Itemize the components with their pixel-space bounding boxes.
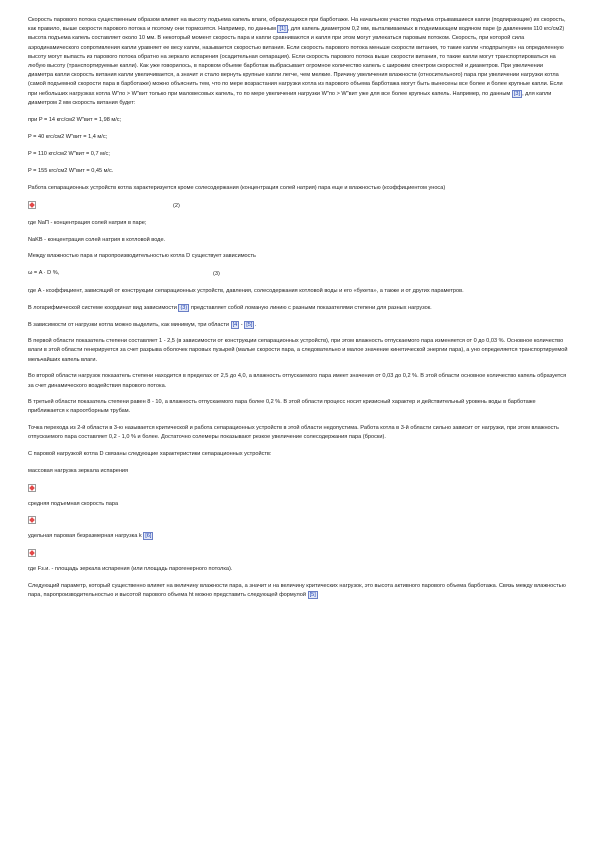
equation-number: (3) [213,271,220,278]
definition-nakv: NaKB - концентрация солей натрия в котловой воде. [28,236,166,243]
broken-image-icon [28,516,36,524]
regions-period: . [254,321,257,328]
reference-link-5b[interactable]: [5] [309,591,316,598]
reference-link-3[interactable]: [3] [513,90,521,97]
intro-text-continued: , для капель диаметром 0,2 мм, выталкиваемых в поднимающем водяном паре (р давлением 110 кгс/см2) высота подъема капель составляет около 10 мм. В некоторый момент скорость пара и капли сравниваются и капля при этом могут увлекаться паровым потоком. Скорость, при которой сила аэродинамического сопротивления капли уравняет ее весу капли, называется скоростью витания. Если скорость парового потока меньше скорости витания, то такие капли «подпрыгнув» на определенную высоту могут выпасть из парового потока обратно на зеркало испарения (осадительная сепарация). Если скорость парового потока выше скорости витания, то такие капли могут транспортироваться на любую высоту (транспортируемые капли). Как уже говорилось, в паровом объеме барботаж выбрасывает огромное количество капель с широким спектром скоростей и диаметров. При увеличении диаметра капли скорость витания капли увеличивается, а значит и стало вернуть крупные капли легче, чем мелкие. Причину увеличения влажности (относительного) пара при увеличении нагрузки котла (самой подъемной скорости пара в барботаже) можно объяснить тем, что по мере возрастания нагрузки котла из парового объема барботажа могут быть вынесены все более и более крупные капли. Если при небольших нагрузках котла W"пo > W"вит только при маловесовых капель, то по мере увеличения нагрузки W"пo > W"вит уже для все более крупных капель. Например, по данным [28,26,565,97]
intro-text: Скорость парового потока существенным образом влияет на высоту подъема капель влаги, образующихся при барботаже. На начальном участке подъема отрывавшиеся капли (подпирающие) их скорость, как правило, выше скорости парового потока и поэтому они тормозятся. Например, по данным [28,17,566,33]
second-region-paragraph: Во второй области нагрузок показатель степени находится в пределах от 2,5 до 4,0, а влажность отпускаемого пара имеет значения от 0,03 до 0,2 %. В этой области основное количество капель образуется за счет динамического воздействия парового потока. [28,373,567,389]
document-page [28,16,568,608]
specific-load-label [28,532,568,541]
velocity-item-4: P = 155 кгс/см2 W"вит = 0,45 м/с. [28,168,114,175]
third-region-paragraph: В третьей области показатель степени равен 8 - 10, а влажность отпускаемого пара более 0,2 %. В этой области процесс носит кризисный характер и действительный уровень воды в барботаже приближается к пароотборным трубам. [28,399,536,415]
equation-3-row [28,269,568,279]
mass-load-label: массовая нагрузка зеркала испарения [28,467,129,474]
first-region-paragraph: В первой области показатель степени составляет 1 - 2,5 (в зависимости от конструкции сепарационных устройств), при этом влажность отпускаемого пара изменяется от 0 до 0,03 %. Основное количество влаги в этой области генерируется за счет разрыва оболочек паровых пузырей (малые скорости пара, а следовательно и малое значение кинетической энергии пара), а уно определяется транспортируемой мельчайших капель влаги. [28,338,568,363]
velocity-item-2: P = 40 кгс/см2 W"вит = 1,4 м/с; [28,133,108,140]
equation-2-row [28,201,568,211]
separator-paragraph: Работа сепарационных устройств котла характеризуется кроме солесодержания (концентрация солей натрия) пара еще и влажностью (коэффициентом уноса) [28,185,446,192]
equation-3: ω = A · D %, [28,270,60,277]
formula-image-row [28,549,568,559]
specific-load-text: удельная паровая безразмерная нагрузка k [28,533,142,540]
coefficient-paragraph: где A - коэффициент, зависящий от конструкции сепарационных устройств, давления, солесодержания котловой воды и его «букета», а также и от других параметров. [28,288,464,295]
velocity-item-3: P = 110 кгс/см2 W"вит = 0,7 м/с; [28,150,110,157]
velocity-item-1: при P = 14 кгс/см2 W"вит = 1,98 м/с; [28,116,122,123]
area-definition: где Fз.и. - площадь зеркала испарения (или площадь парогенерного потолка). [28,565,233,572]
reference-link-4[interactable]: [4 [232,321,238,328]
steam-volume-text: Следующий параметр, который существенно влияет на величину влажности пара, а значит и на величину критических нагрузок, это высота активного парового объема барботажа. Связь между влажностью пара, паропроизводительностью и высотой парового объема ht можно представить следующей формулой [28,582,566,598]
formula-image-row [28,484,568,494]
regions-paragraph [28,321,568,330]
log-paragraph [28,304,568,313]
reference-link-5[interactable]: [5] [246,321,253,328]
broken-image-icon [28,549,36,557]
reference-link-6[interactable]: [6] [145,533,152,540]
regions-dash: - [239,321,245,328]
rise-velocity-label: средняя подъемная скорость пара [28,500,119,507]
equation-number: (2) [173,203,180,210]
reference-link-1[interactable]: [1] [279,26,286,33]
broken-image-icon [28,484,36,492]
characteristics-intro: С паровой нагрузкой котла D связаны следующие характеристики сепарационных устройств: [28,451,272,458]
log-text-end: представляет собой ломаную линию с разными показателями степени для разных нагрузок. [190,304,432,311]
steam-volume-paragraph [28,582,568,600]
critical-point-paragraph: Точка перехода из 2-й области в 3-ю называется критической и работа сепарационных устройств в этой области недопустима. Работа котла в 3-й области сильно зависит от нагрузки, при этом влажность отпускаемого пара составляет 0,2 - 1,0 % и более. Достаточно солемеры показывают резкое увеличение солесодержания пара (броски). [28,425,559,441]
regions-text: В зависимости от нагрузки котла можно выделить, как минимум, три области [28,321,229,328]
intro-text-end: , для капли диаметром 2 мм скорость витания будет: [28,90,552,106]
log-text: В логарифмической системе координат вид зависимости [28,304,177,311]
definition-napar: где NaП - концентрация солей натрия в паре; [28,220,147,227]
equation-link-3[interactable]: (3) [180,304,188,311]
broken-image-icon [28,201,36,209]
formula-image-row [28,516,568,526]
dependency-paragraph: Между влажностью пара и паропроизводительностью котла D существует зависимость [28,253,256,260]
intro-paragraph [28,16,568,108]
